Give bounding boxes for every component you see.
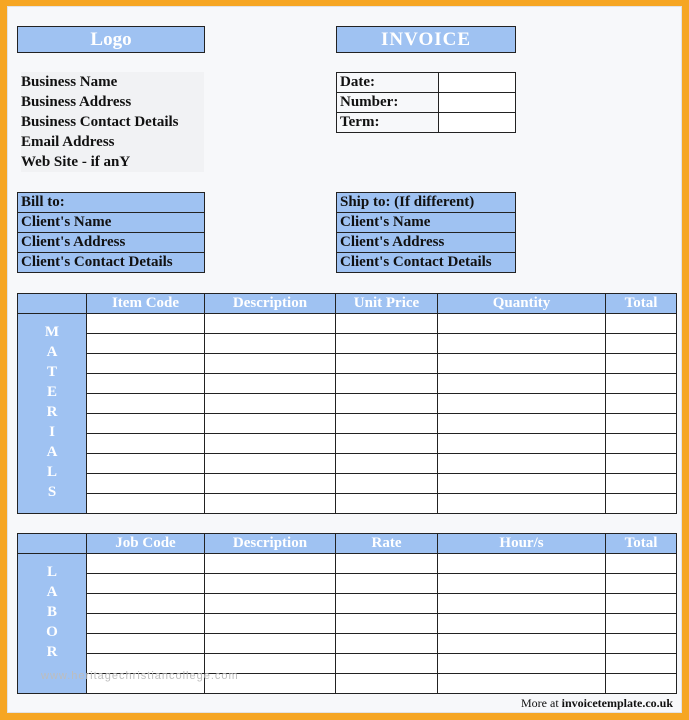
materials-cell[interactable] xyxy=(87,494,205,514)
materials-row xyxy=(18,374,677,394)
labor-cell[interactable] xyxy=(205,594,336,614)
materials-cell[interactable] xyxy=(606,314,677,334)
labor-header-row xyxy=(18,534,677,554)
materials-col-total: Total xyxy=(606,294,677,314)
materials-cell[interactable] xyxy=(336,314,438,334)
materials-side-letter: S xyxy=(47,484,57,500)
materials-cell[interactable] xyxy=(336,394,438,414)
materials-cell[interactable] xyxy=(438,494,606,514)
materials-side-letter: A xyxy=(46,444,58,460)
logo-box[interactable] xyxy=(17,26,205,53)
labor-cell[interactable] xyxy=(205,554,336,574)
labor-col-total: Total xyxy=(606,534,677,554)
materials-cell[interactable] xyxy=(336,434,438,454)
labor-cell[interactable] xyxy=(205,614,336,634)
invoice-title-box xyxy=(336,26,516,53)
materials-row xyxy=(18,494,677,514)
invoice-sheet xyxy=(7,6,682,713)
materials-row xyxy=(18,454,677,474)
materials-cell[interactable] xyxy=(87,334,205,354)
labor-cell[interactable] xyxy=(336,654,438,674)
materials-table xyxy=(17,293,677,514)
labor-cell[interactable] xyxy=(336,554,438,574)
materials-cell[interactable] xyxy=(205,474,336,494)
materials-side-letter: M xyxy=(44,324,60,340)
materials-side-letter: I xyxy=(49,424,55,440)
bill-to-client-contact[interactable]: Client's Contact Details xyxy=(18,253,205,273)
labor-cell[interactable] xyxy=(336,674,438,694)
labor-cell[interactable] xyxy=(438,674,606,694)
materials-cell[interactable] xyxy=(205,414,336,434)
materials-cell[interactable] xyxy=(606,454,677,474)
date-value[interactable] xyxy=(439,73,516,93)
labor-row xyxy=(18,614,677,634)
labor-cell[interactable] xyxy=(336,594,438,614)
labor-col-job-code: Job Code xyxy=(87,534,205,554)
number-label: Number: xyxy=(337,93,439,113)
materials-row xyxy=(18,394,677,414)
materials-cell[interactable] xyxy=(87,354,205,374)
materials-cell[interactable] xyxy=(336,474,438,494)
ship-to-table xyxy=(336,192,516,273)
materials-cell[interactable] xyxy=(87,314,205,334)
materials-cell[interactable] xyxy=(606,374,677,394)
materials-cell[interactable] xyxy=(336,494,438,514)
materials-col-item-code: Item Code xyxy=(87,294,205,314)
footer xyxy=(521,696,673,711)
materials-side-letter: L xyxy=(46,464,57,480)
materials-cell[interactable] xyxy=(438,334,606,354)
materials-cell[interactable] xyxy=(438,414,606,434)
labor-cell[interactable] xyxy=(606,634,677,654)
labor-col-description: Description xyxy=(205,534,336,554)
materials-cell[interactable] xyxy=(205,334,336,354)
materials-cell[interactable] xyxy=(205,314,336,334)
labor-cell[interactable] xyxy=(87,554,205,574)
materials-cell[interactable] xyxy=(606,394,677,414)
materials-cell[interactable] xyxy=(438,454,606,474)
labor-cell[interactable] xyxy=(87,634,205,654)
term-value[interactable] xyxy=(439,113,516,133)
ship-to-client-contact[interactable]: Client's Contact Details xyxy=(337,253,516,273)
labor-cell[interactable] xyxy=(606,594,677,614)
business-name[interactable]: Business Name xyxy=(21,74,118,90)
materials-header-row xyxy=(18,294,677,314)
labor-cell[interactable] xyxy=(606,554,677,574)
labor-cell[interactable] xyxy=(336,634,438,654)
business-website[interactable]: Web Site - if anY xyxy=(21,154,131,170)
materials-cell[interactable] xyxy=(438,374,606,394)
business-details xyxy=(21,72,204,172)
materials-cell[interactable] xyxy=(205,434,336,454)
watermark: www.heritagechristiancollege.com xyxy=(41,670,239,682)
materials-cell[interactable] xyxy=(87,394,205,414)
bill-to-client-name[interactable]: Client's Name xyxy=(18,213,205,233)
labor-cell[interactable] xyxy=(438,654,606,674)
materials-cell[interactable] xyxy=(205,454,336,474)
business-email[interactable]: Email Address xyxy=(21,134,115,150)
materials-row xyxy=(18,434,677,454)
materials-row xyxy=(18,334,677,354)
materials-cell[interactable] xyxy=(606,474,677,494)
labor-cell[interactable] xyxy=(606,674,677,694)
materials-cell[interactable] xyxy=(336,334,438,354)
materials-row xyxy=(18,414,677,434)
labor-cell[interactable] xyxy=(606,614,677,634)
materials-row xyxy=(18,314,677,334)
materials-cell[interactable] xyxy=(438,394,606,414)
materials-cell[interactable] xyxy=(438,434,606,454)
materials-cell[interactable] xyxy=(87,434,205,454)
labor-corner xyxy=(18,534,87,554)
materials-cell[interactable] xyxy=(336,414,438,434)
materials-cell[interactable] xyxy=(336,454,438,474)
labor-row xyxy=(18,634,677,654)
bill-to-table xyxy=(17,192,205,273)
logo-label: Logo xyxy=(90,28,132,50)
labor-cell[interactable] xyxy=(606,574,677,594)
materials-side-letter: E xyxy=(46,384,57,400)
materials-cell[interactable] xyxy=(606,494,677,514)
materials-cell[interactable] xyxy=(606,434,677,454)
materials-cell[interactable] xyxy=(606,334,677,354)
bill-to-client-address[interactable]: Client's Address xyxy=(18,233,205,253)
materials-cell[interactable] xyxy=(87,474,205,494)
labor-side-letter: A xyxy=(46,584,58,600)
labor-cell[interactable] xyxy=(336,614,438,634)
ship-to-title: Ship to: (If different) xyxy=(337,193,516,213)
materials-cell[interactable] xyxy=(87,374,205,394)
labor-row xyxy=(18,594,677,614)
materials-side-letter: A xyxy=(46,344,58,360)
labor-row xyxy=(18,554,677,574)
materials-side-label xyxy=(18,314,87,514)
business-contact-details[interactable]: Business Contact Details xyxy=(21,114,179,130)
labor-col-rate: Rate xyxy=(336,534,438,554)
business-address[interactable]: Business Address xyxy=(21,94,132,110)
term-label: Term: xyxy=(337,113,439,133)
materials-cell[interactable] xyxy=(438,354,606,374)
materials-cell[interactable] xyxy=(205,394,336,414)
materials-row xyxy=(18,354,677,374)
ship-to-client-name[interactable]: Client's Name xyxy=(337,213,516,233)
labor-cell[interactable] xyxy=(438,594,606,614)
labor-cell[interactable] xyxy=(336,574,438,594)
labor-cell[interactable] xyxy=(87,574,205,594)
materials-col-unit-price: Unit Price xyxy=(336,294,438,314)
labor-cell[interactable] xyxy=(438,614,606,634)
date-label: Date: xyxy=(337,73,439,93)
labor-cell[interactable] xyxy=(87,594,205,614)
labor-col-hours: Hour/s xyxy=(438,534,606,554)
labor-side-letter: R xyxy=(46,644,58,660)
materials-cell[interactable] xyxy=(336,374,438,394)
materials-cell[interactable] xyxy=(606,354,677,374)
materials-side-letter: T xyxy=(46,364,57,380)
invoice-meta-table xyxy=(336,72,516,133)
materials-cell[interactable] xyxy=(606,414,677,434)
materials-corner xyxy=(18,294,87,314)
labor-cell[interactable] xyxy=(438,554,606,574)
materials-row xyxy=(18,474,677,494)
labor-cell[interactable] xyxy=(606,654,677,674)
materials-cell[interactable] xyxy=(205,354,336,374)
materials-cell[interactable] xyxy=(336,354,438,374)
materials-cell[interactable] xyxy=(87,414,205,434)
labor-side-letter: B xyxy=(46,604,57,620)
materials-body xyxy=(18,314,677,514)
footer-link[interactable]: invoicetemplate.co.uk xyxy=(561,696,673,710)
footer-prefix: More at xyxy=(521,696,562,710)
materials-cell[interactable] xyxy=(205,374,336,394)
labor-cell[interactable] xyxy=(438,574,606,594)
labor-cell[interactable] xyxy=(205,634,336,654)
materials-col-description: Description xyxy=(205,294,336,314)
materials-side-letter: R xyxy=(46,404,58,420)
labor-side-letter: O xyxy=(46,624,58,640)
labor-cell[interactable] xyxy=(205,574,336,594)
materials-cell[interactable] xyxy=(438,474,606,494)
bill-to-title: Bill to: xyxy=(18,193,205,213)
labor-row xyxy=(18,574,677,594)
materials-cell[interactable] xyxy=(438,314,606,334)
number-value[interactable] xyxy=(439,93,516,113)
invoice-title: INVOICE xyxy=(380,28,472,50)
materials-col-quantity: Quantity xyxy=(438,294,606,314)
materials-cell[interactable] xyxy=(205,494,336,514)
labor-cell[interactable] xyxy=(87,614,205,634)
labor-cell[interactable] xyxy=(438,634,606,654)
ship-to-client-address[interactable]: Client's Address xyxy=(337,233,516,253)
labor-side-letter: L xyxy=(46,564,57,580)
materials-cell[interactable] xyxy=(87,454,205,474)
